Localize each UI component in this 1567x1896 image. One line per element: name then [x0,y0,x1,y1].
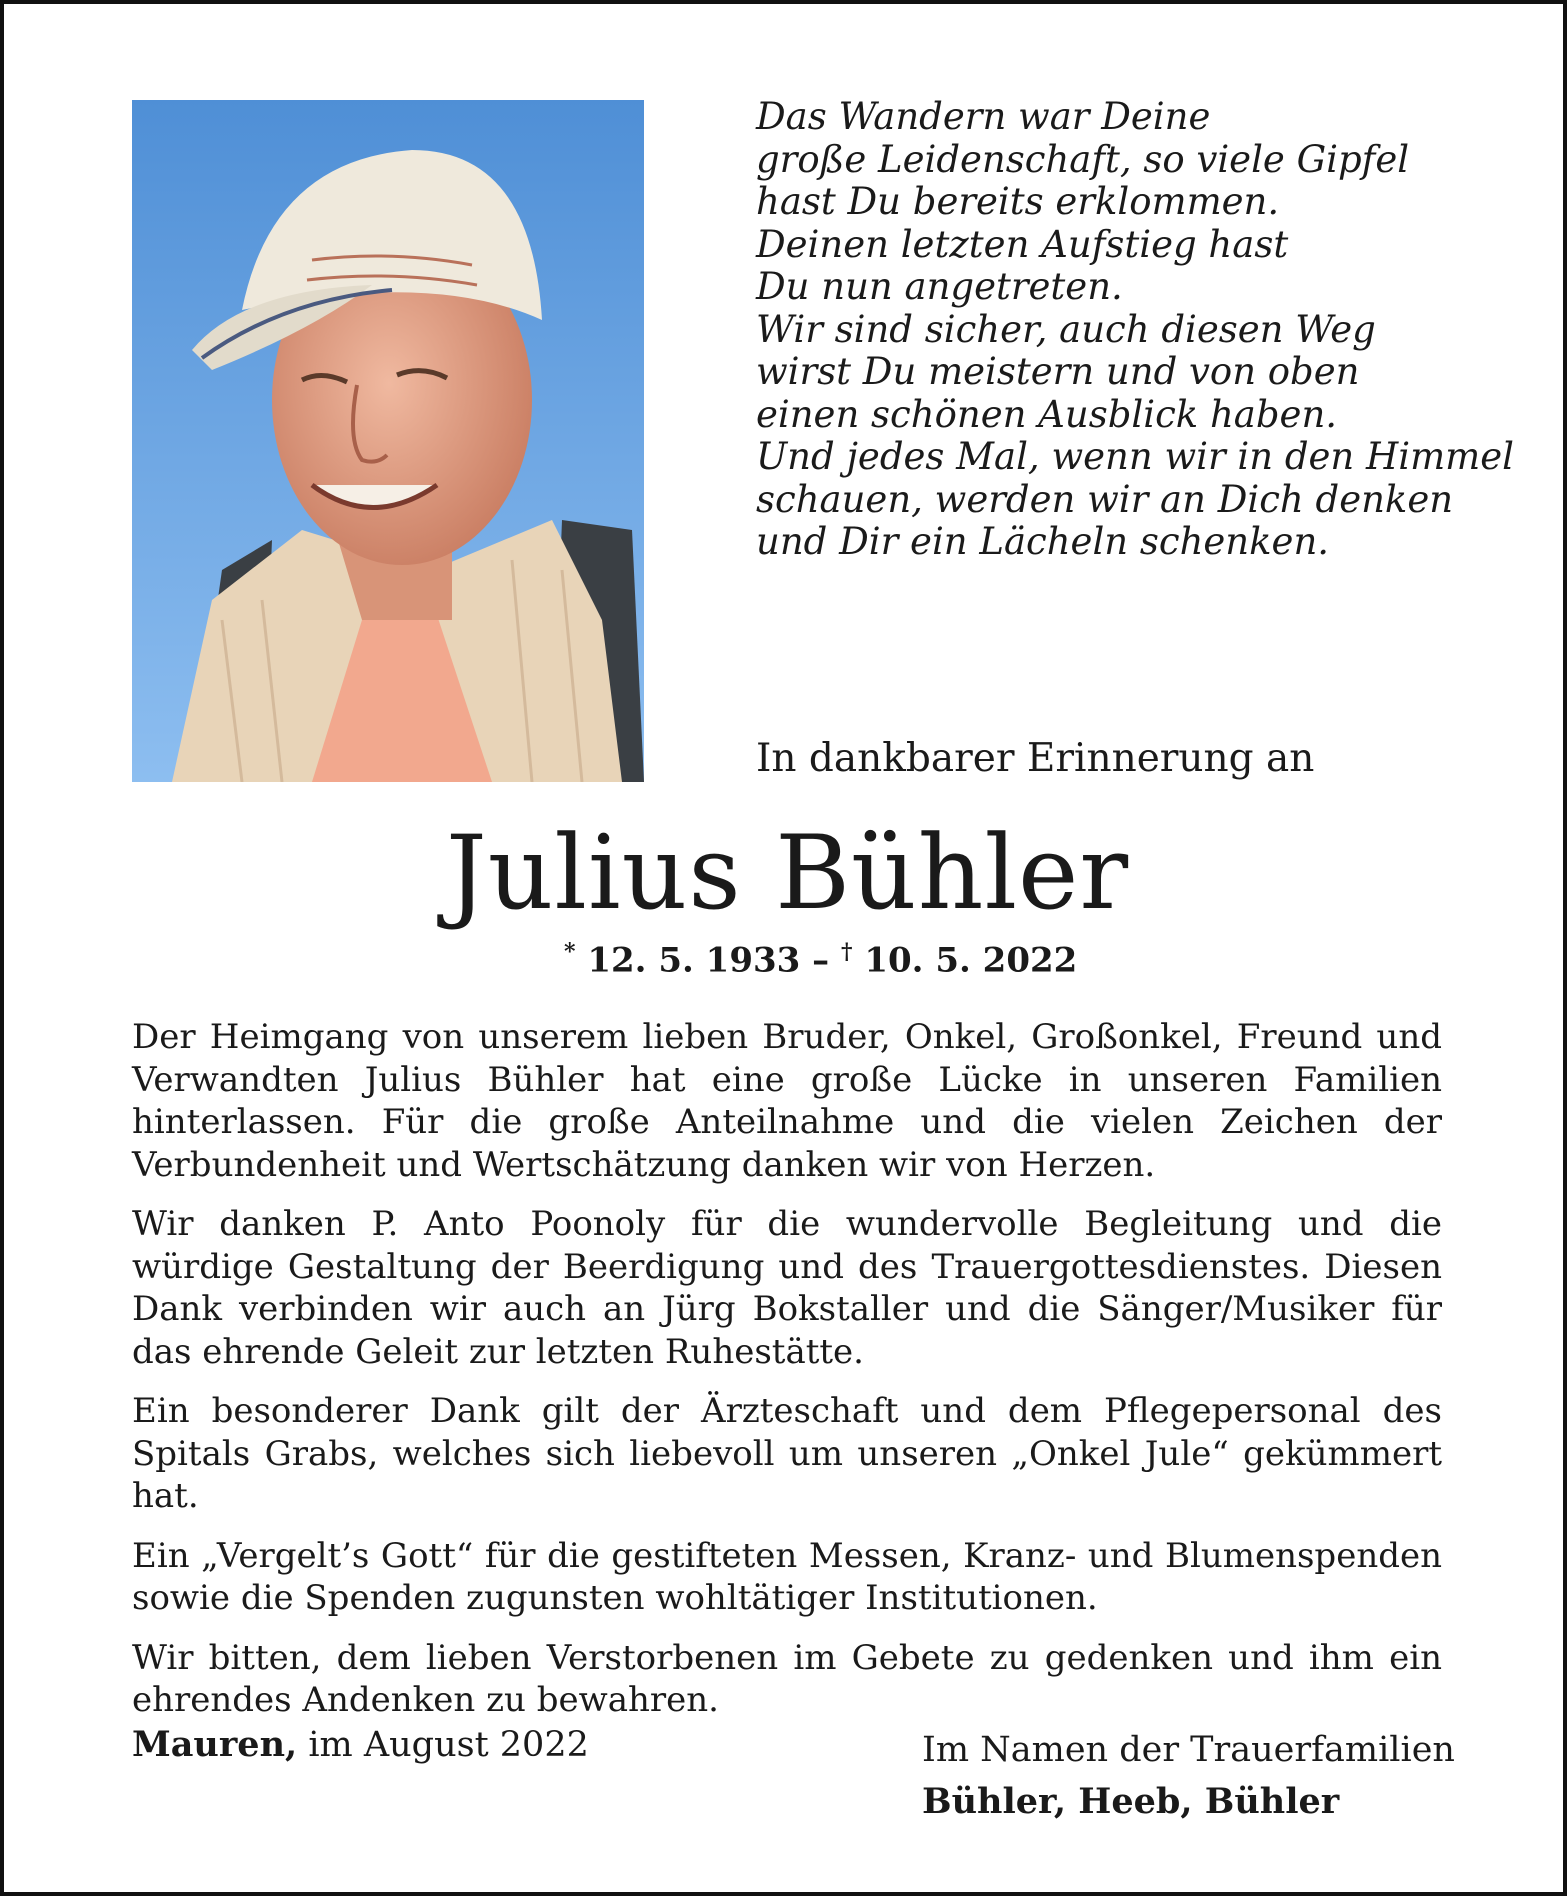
poem-line: hast Du bereits erklommen. [756,180,1280,223]
poem-line: und Dir ein Lächeln schenken. [756,520,1330,563]
birth-date: 12. 5. 1933 – [587,940,830,981]
place-and-date [132,1724,589,1765]
paragraph: Ein „Vergelt’s Gott“ für die gestifteten Messen, Kranz- und Blumenspenden sowie die Spenden zugunsten wohltätiger Institutionen. [132,1535,1442,1618]
life-dates [564,939,1077,980]
place: Mauren, [132,1724,298,1765]
poem-line: einen schönen Ausblick haben. [756,392,1338,436]
thank-you-text [132,1016,1442,1739]
poem-line: große Leidenschaft, so viele Gipfel [756,137,1410,181]
intro-text: In dankbarer Erinnerung an [756,736,1315,781]
birth-symbol: * [564,939,576,965]
poem-line: wirst Du meistern und von oben [756,350,1360,393]
poem-line: schauen, werden wir an Dich denken [756,477,1454,521]
death-symbol: † [841,939,853,965]
date: im August 2022 [308,1725,589,1765]
paragraph: Wir bitten, dem lieben Verstorbenen im Gebete zu gedenken und ihm ein ehrendes Andenken zu bewahren. [132,1637,1442,1720]
poem-line: Und jedes Mal, wenn wir in den Himmel [756,435,1514,478]
families: Bühler, Heeb, Bühler [922,1781,1340,1822]
paragraph: Wir danken P. Anto Poonoly für die wundervolle Begleitung und die würdige Gestaltung der Beerdigung und des Trauergottesdienstes. Diesen Dank verbinden wir auch an Jürg Bokstaller und die Sänger/Musiker für das ehrende Geleit zur letzten Ruhestätte. [132,1204,1442,1372]
poem-line: Wir sind sicher, auch diesen Weg [756,307,1376,351]
on-behalf-text: Im Namen der Trauerfamilien [922,1730,1455,1770]
paragraph: Ein besonderer Dank gilt der Ärzteschaft und dem Pflegepersonal des Spitals Grabs, welches sich liebevoll um unseren „Onkel Jule“ gekümmert hat. [132,1391,1442,1516]
death-date: 10. 5. 2022 [864,940,1078,981]
paragraph: Der Heimgang von unserem lieben Bruder, Onkel, Großonkel, Freund und Verwandten Julius Bühler hat eine große Lücke in unseren Familien hinterlassen. Für die große Anteilnahme und die vielen Zeichen der Verbundenheit und Wertschätzung danken wir von Herzen. [132,1017,1442,1185]
poem [756,95,1514,564]
deceased-name: Julius Bühler [445,814,1130,933]
poem-line: Deinen letzten Aufstieg hast [756,222,1289,266]
poem-line: Das Wandern war Deine [756,95,1211,138]
signature-block [922,1724,1455,1828]
poem-line: Du nun angetreten. [756,265,1123,308]
portrait-photo [132,100,644,782]
